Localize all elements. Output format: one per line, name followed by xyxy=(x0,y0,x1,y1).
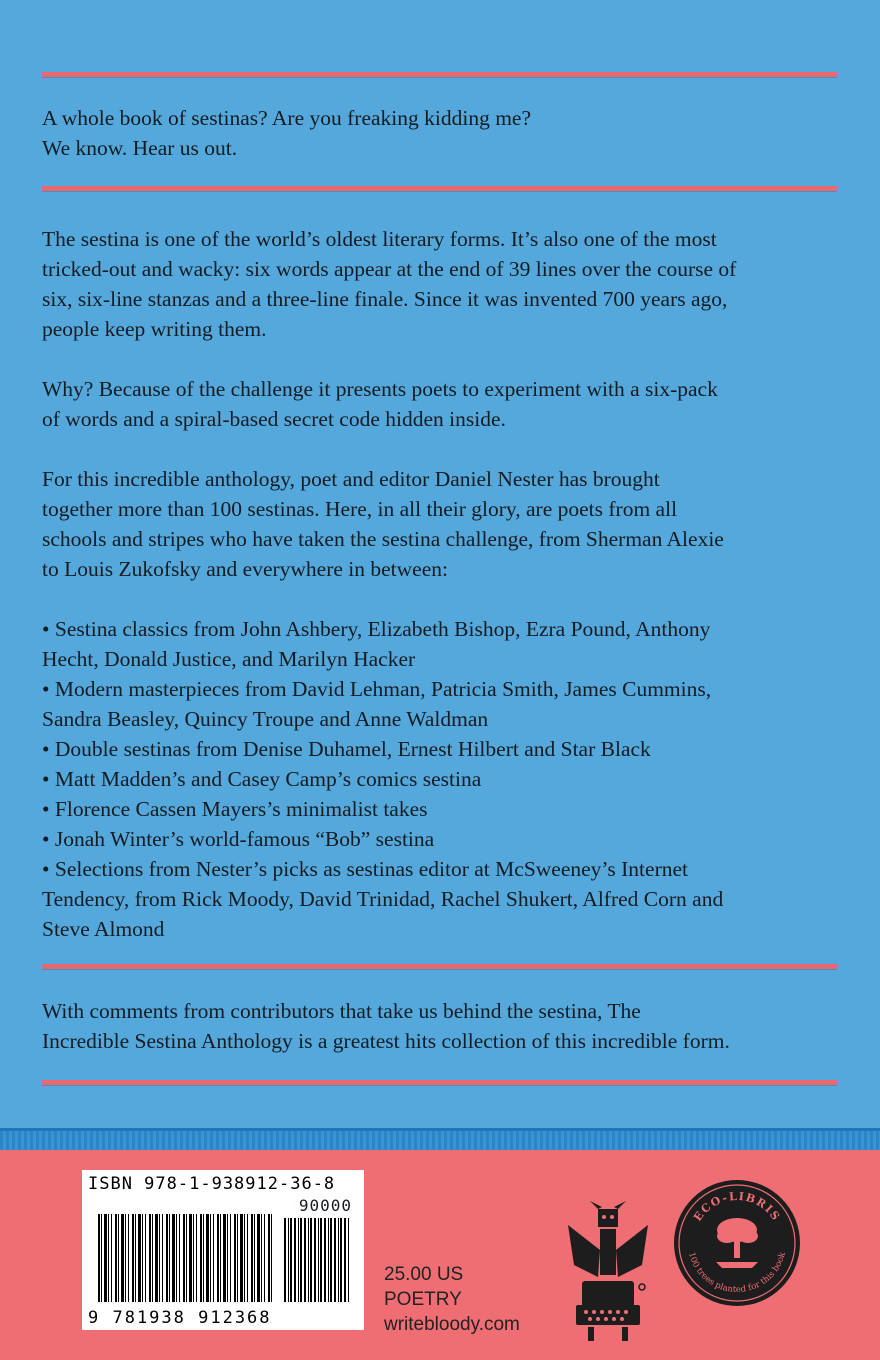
list-item: • Modern masterpieces from David Lehman, Patricia Smith, James Cummins, xyxy=(42,677,712,701)
text-line: For this incredible anthology, poet and editor Daniel Nester has brought xyxy=(42,467,660,491)
intro-line: A whole book of sestinas? Are you freaking kidding me? xyxy=(42,106,532,130)
addon-bars xyxy=(284,1218,350,1302)
list-item: Tendency, from Rick Moody, David Trinidad, Rachel Shukert, Alfred Corn and xyxy=(42,887,724,911)
barcode-bars xyxy=(98,1214,274,1302)
text-line: of words and a spiral-based secret code hidden inside. xyxy=(42,407,506,431)
text-line: Why? Because of the challenge it presents poets to experiment with a six-pack xyxy=(42,377,718,401)
barcode-number: 9 781938 912368 xyxy=(88,1308,276,1328)
publisher-robot-logo-icon xyxy=(560,1195,656,1350)
website-link[interactable]: writebloody.com xyxy=(384,1314,520,1335)
list-item: Sandra Beasley, Quincy Troupe and Anne Waldman xyxy=(42,707,489,731)
text-line: Incredible Sestina Anthology is a greatest hits collection of this incredible form. xyxy=(42,1029,730,1053)
text-line: to Louis Zukofsky and everywhere in between: xyxy=(42,557,448,581)
intro-tagline xyxy=(42,103,842,163)
list-item: • Florence Cassen Mayers’s minimalist takes xyxy=(42,797,428,821)
price-block xyxy=(384,1262,520,1337)
text-line: With comments from contributors that take us behind the sestina, The xyxy=(42,999,641,1023)
list-item: Hecht, Donald Justice, and Marilyn Hacker xyxy=(42,647,416,671)
isbn-barcode xyxy=(82,1170,364,1330)
badge-bottom-text: 100 trees planted for this book xyxy=(686,1251,788,1296)
list-item: • Sestina classics from John Ashbery, Elizabeth Bishop, Ezra Pound, Anthony xyxy=(42,617,711,641)
text-line: tricked-out and wacky: six words appear at the end of 39 lines over the course of xyxy=(42,257,737,281)
text-line: six, six-line stanzas and a three-line finale. Since it was invented 700 years ago, xyxy=(42,287,728,311)
decorative-stripe xyxy=(0,1128,880,1150)
price: 25.00 US xyxy=(384,1264,464,1285)
isbn-label: ISBN 978-1-938912-36-8 xyxy=(88,1174,336,1194)
divider-rule xyxy=(42,964,837,969)
text-line: together more than 100 sestinas. Here, in all their glory, are poets from all xyxy=(42,497,678,521)
list-item: • Jonah Winter’s world-famous “Bob” sestina xyxy=(42,827,435,851)
paragraph-form xyxy=(42,224,842,344)
text-line: The sestina is one of the world’s oldest literary forms. It’s also one of the most xyxy=(42,227,717,251)
eco-libris-badge-icon xyxy=(672,1178,802,1308)
list-item: • Matt Madden’s and Casey Camp’s comics sestina xyxy=(42,767,482,791)
text-line: people keep writing them. xyxy=(42,317,267,341)
bullet-list xyxy=(42,614,842,944)
description-body xyxy=(42,224,842,944)
list-item: Steve Almond xyxy=(42,917,165,941)
text-line: schools and stripes who have taken the sestina challenge, from Sherman Alexie xyxy=(42,527,724,551)
paragraph-anthology xyxy=(42,464,842,584)
closing-statement xyxy=(42,996,842,1056)
divider-rule xyxy=(42,72,837,77)
badge-top-text: ECO-LIBRIS xyxy=(691,1189,783,1224)
addon-code: 90000 xyxy=(298,1196,352,1215)
list-item: • Selections from Nester’s picks as sestinas editor at McSweeney’s Internet xyxy=(42,857,688,881)
category: POETRY xyxy=(384,1289,462,1310)
divider-rule xyxy=(42,186,837,191)
divider-rule xyxy=(42,1080,837,1085)
paragraph-why xyxy=(42,374,842,434)
intro-line: We know. Hear us out. xyxy=(42,136,238,160)
list-item: • Double sestinas from Denise Duhamel, Ernest Hilbert and Star Black xyxy=(42,737,651,761)
